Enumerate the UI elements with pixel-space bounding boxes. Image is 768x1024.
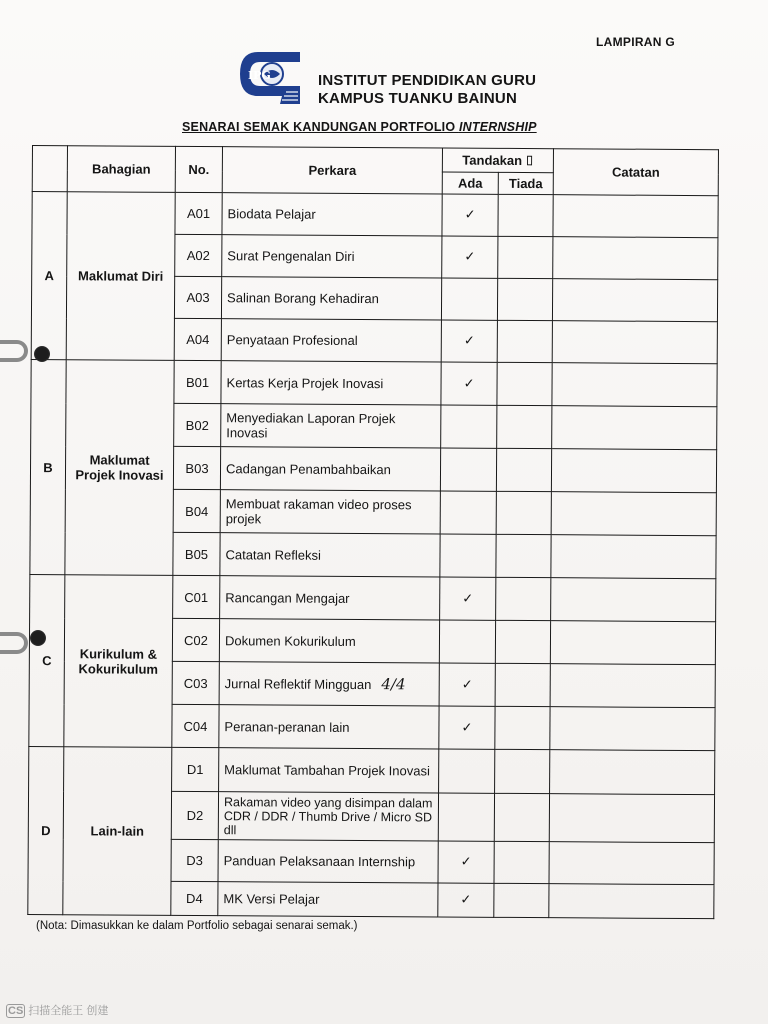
item-catatan: [551, 535, 716, 579]
item-no: C01: [173, 575, 220, 618]
section-code: D: [28, 746, 64, 914]
item-no: A01: [175, 192, 222, 234]
item-tiada: [495, 663, 550, 706]
item-tiada: [494, 883, 549, 917]
item-catatan: [552, 321, 717, 364]
document-title-italic: INTERNSHIP: [458, 120, 537, 134]
item-perkara: Penyataan Profesional: [221, 319, 441, 362]
section-code: B: [30, 359, 66, 574]
checkmark-icon: [438, 793, 494, 841]
item-perkara: MK Versi Pelajar: [218, 882, 438, 917]
item-perkara: Rakaman video yang disimpan dalam CDR / DDR / Thumb Drive / Micro SD dll: [218, 792, 438, 841]
item-perkara: Menyediakan Laporan Projek Inovasi: [221, 404, 441, 448]
item-perkara: Salinan Borang Kehadiran: [221, 277, 441, 320]
document-title: [182, 120, 537, 134]
item-no: B03: [173, 446, 220, 489]
section-name: Maklumat Projek Inovasi: [65, 360, 174, 576]
watermark-text: 扫描全能王 创建: [28, 1005, 109, 1017]
item-tiada: [494, 841, 549, 883]
header-section: [32, 146, 67, 192]
checkmark-icon: ✓: [438, 883, 494, 917]
item-catatan: [549, 794, 714, 843]
table-row: [32, 192, 718, 238]
watermark-badge: CS: [8, 1005, 24, 1017]
checkmark-icon: [439, 749, 495, 793]
item-no: B02: [174, 403, 221, 446]
item-catatan: [550, 707, 715, 751]
item-perkara: Kertas Kerja Projek Inovasi: [221, 361, 441, 405]
footnote: (Nota: Dimasukkan ke dalam Portfolio sebagai senarai semak.): [36, 920, 358, 932]
binder-ring-icon: [0, 632, 28, 654]
item-perkara: Biodata Pelajar: [222, 193, 442, 236]
section-code: A: [31, 192, 67, 360]
item-perkara: Dokumen Kokurikulum: [219, 619, 439, 663]
item-perkara: Rancangan Mengajar: [220, 576, 440, 620]
handwritten-note: 4/4: [381, 674, 406, 693]
item-tiada: [497, 405, 552, 448]
item-tiada: [495, 749, 550, 793]
item-perkara: Peranan-peranan lain: [219, 705, 439, 749]
checkmark-icon: ✓: [439, 706, 495, 749]
item-catatan: [550, 750, 715, 795]
item-no: C02: [172, 618, 219, 661]
item-tiada: [494, 793, 549, 841]
item-tiada: [498, 194, 553, 236]
item-catatan: [550, 621, 715, 665]
appendix-label: LAMPIRAN G: [596, 35, 675, 49]
logo-text: IPG: [248, 69, 271, 82]
item-catatan: [553, 237, 718, 280]
item-catatan: [549, 884, 714, 919]
item-perkara: Catatan Refleksi: [220, 533, 440, 577]
institute-line-1: INSTITUT PENDIDIKAN GURU: [318, 72, 537, 89]
institute-line-2: KAMPUS TUANKU BAINUN: [318, 90, 517, 107]
item-catatan: [549, 842, 714, 885]
item-tiada: [497, 362, 552, 405]
item-tiada: [495, 706, 550, 749]
checkmark-icon: ✓: [442, 194, 498, 236]
item-perkara: Cadangan Penambahbaikan: [220, 447, 440, 491]
item-tiada: [495, 620, 550, 663]
item-perkara: Surat Pengenalan Diri: [222, 235, 442, 278]
checkmark-icon: ✓: [442, 236, 498, 278]
item-no: D3: [171, 839, 218, 881]
checkmark-icon: ✓: [440, 577, 496, 620]
header-ada: Ada: [442, 172, 498, 194]
institute-name: [318, 72, 536, 108]
item-no: D1: [172, 747, 219, 791]
item-perkara: [219, 662, 439, 706]
section-code: C: [29, 574, 65, 746]
checkmark-icon: [441, 405, 497, 448]
item-tiada: [496, 491, 551, 534]
item-no: B01: [174, 360, 221, 403]
checkmark-icon: ✓: [438, 841, 494, 883]
section-name: Kurikulum & Kokurikulum: [64, 575, 173, 748]
item-tiada: [496, 577, 551, 620]
item-catatan: [550, 664, 715, 708]
item-tiada: [497, 278, 552, 320]
table-row: [31, 359, 717, 406]
item-no: A02: [175, 234, 222, 276]
checkmark-icon: ✓: [441, 362, 497, 405]
item-tiada: [497, 320, 552, 362]
item-tiada: [496, 534, 551, 577]
item-catatan: [551, 578, 716, 622]
ipg-logo-icon: [236, 46, 304, 106]
section-name: Lain-lain: [63, 747, 172, 916]
binder-ring-icon: [0, 340, 28, 362]
item-no: C04: [172, 704, 219, 747]
item-no: B04: [173, 489, 220, 532]
item-catatan: [552, 363, 717, 407]
item-perkara: Maklumat Tambahan Projek Inovasi: [219, 748, 439, 793]
checkmark-icon: ✓: [441, 320, 497, 362]
header-tandakan: Tandakan ⌷: [442, 148, 553, 173]
item-no: A03: [174, 276, 221, 318]
item-catatan: [553, 195, 718, 238]
header-tiada: Tiada: [498, 172, 553, 194]
item-perkara-text: Jurnal Reflektif Mingguan: [224, 675, 372, 692]
table-row: [29, 746, 715, 794]
checklist-table: [27, 145, 719, 919]
item-no: D2: [171, 791, 218, 839]
item-catatan: [552, 406, 717, 450]
checkmark-icon: [441, 278, 497, 320]
item-tiada: [496, 448, 551, 491]
item-perkara: Panduan Pelaksanaan Internship: [218, 840, 438, 883]
binder-hole-icon: [34, 346, 50, 362]
item-no: A04: [174, 318, 221, 360]
scanner-watermark: [6, 1002, 108, 1018]
item-no: B05: [173, 532, 220, 575]
header-catatan: Catatan: [553, 149, 718, 196]
checkmark-icon: [439, 620, 495, 663]
checkmark-icon: [440, 534, 496, 577]
item-no: C03: [172, 661, 219, 704]
item-no: D4: [171, 881, 218, 915]
item-catatan: [551, 449, 716, 493]
header-bahagian: Bahagian: [67, 146, 175, 193]
item-catatan: [552, 279, 717, 322]
item-catatan: [551, 492, 716, 536]
item-perkara: Membuat rakaman video proses projek: [220, 490, 440, 534]
checkmark-icon: [440, 491, 496, 534]
item-tiada: [498, 236, 553, 278]
document-title-main: SENARAI SEMAK KANDUNGAN PORTFOLIO: [182, 120, 459, 134]
section-name: Maklumat Diri: [66, 192, 175, 361]
binder-hole-icon: [30, 630, 46, 646]
header-perkara: Perkara: [222, 147, 442, 194]
checkmark-icon: ✓: [439, 663, 495, 706]
checkmark-icon: [440, 448, 496, 491]
header-no: No.: [175, 146, 222, 192]
table-row: [30, 574, 716, 621]
